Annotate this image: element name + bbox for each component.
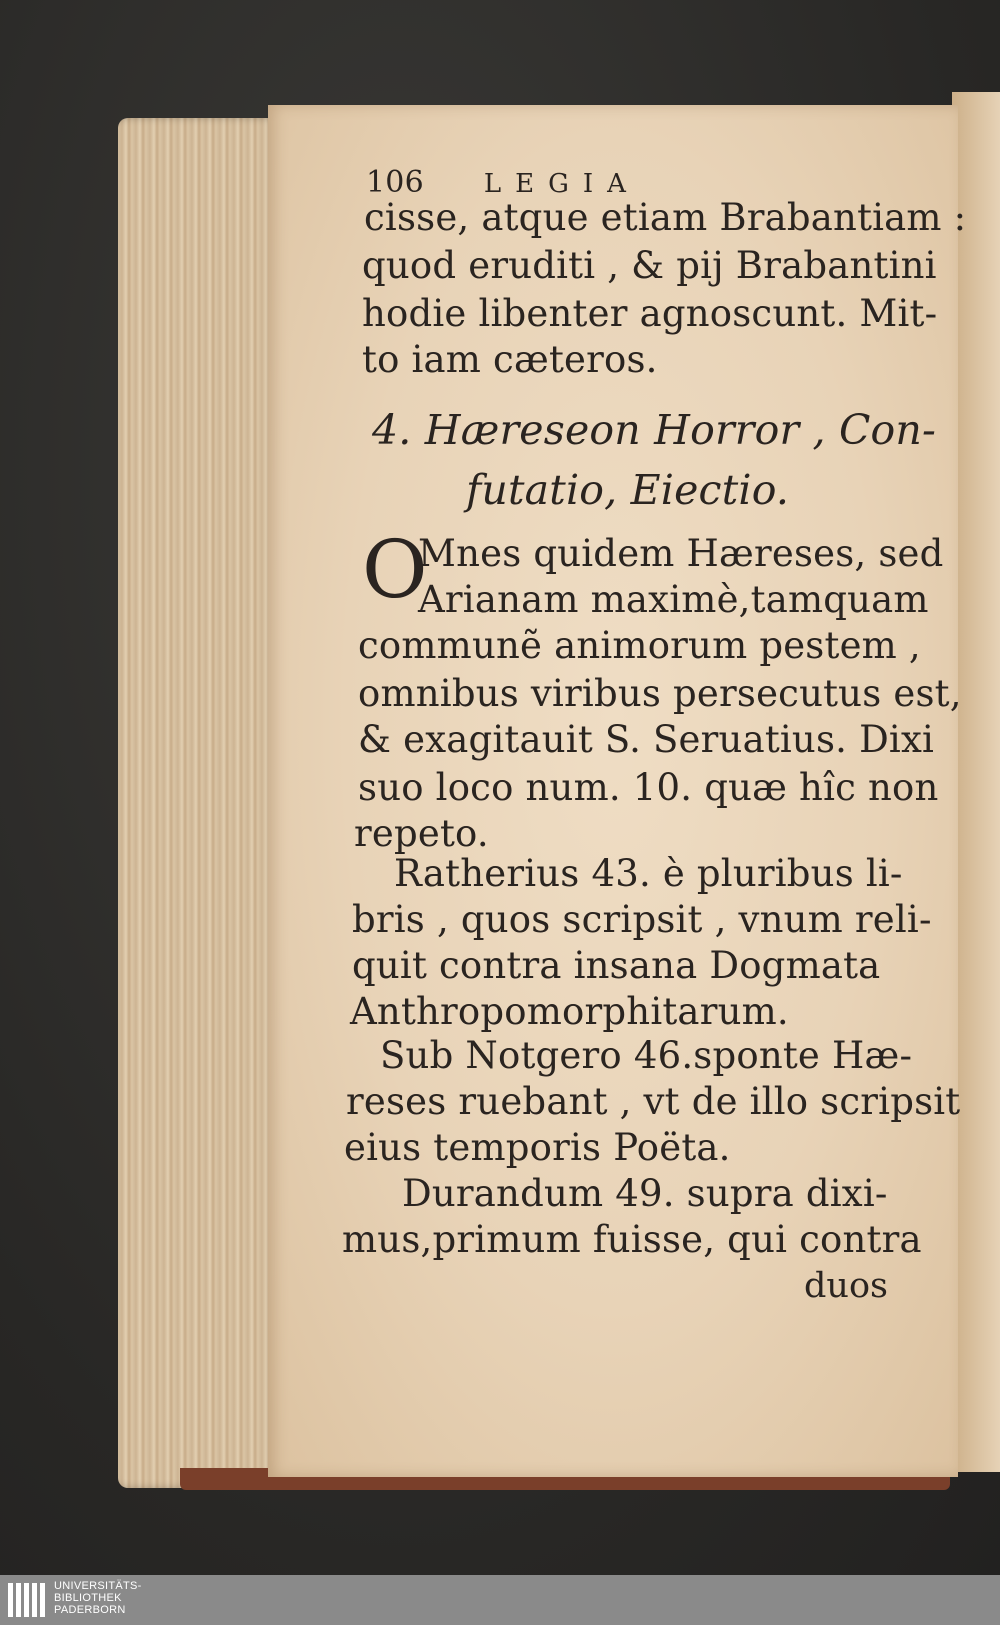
- text-line: reses ruebant , vt de illo scripsit: [346, 1080, 961, 1123]
- library-logo-icon: [8, 1583, 45, 1617]
- text-line: Sub Notgero 46.sponte Hæ-: [380, 1034, 913, 1077]
- text-line: eius temporis Poëta.: [344, 1126, 731, 1169]
- library-logo-text: UNIVERSITÄTS- BIBLIOTHEK PADERBORN: [54, 1580, 142, 1616]
- drop-cap: O: [362, 523, 428, 616]
- text-line: repeto.: [354, 812, 489, 855]
- book-page-edges: [118, 118, 276, 1488]
- page-number: 106: [366, 165, 424, 200]
- text-line: cisse, atque etiam Brabantiam :: [364, 196, 967, 239]
- text-line: quod eruditi , & pij Brabantini: [362, 244, 937, 287]
- text-line: Durandum 49. supra dixi-: [402, 1172, 888, 1215]
- text-line: Mnes quidem Hæreses, sed: [418, 532, 944, 575]
- catchword: duos: [804, 1266, 888, 1306]
- text-line: quit contra insana Dogmata: [352, 944, 881, 987]
- text-line: bris , quos scripsit , vnum reli-: [352, 898, 932, 941]
- footer-bar: [0, 1575, 1000, 1625]
- text-line: Ratherius 43. è pluribus li-: [394, 852, 903, 895]
- text-line: omnibus viribus persecutus est,: [358, 672, 962, 715]
- running-title: LEGIA: [483, 169, 640, 199]
- text-line: Anthropomorphitarum.: [350, 990, 789, 1033]
- text-line: & exagitauit S. Seruatius. Dixi: [358, 718, 935, 761]
- text-line: hodie libenter agnoscunt. Mit-: [362, 292, 938, 335]
- text-line: Arianam maximè,tamquam: [418, 578, 929, 621]
- text-line: suo loco num. 10. quæ hîc non: [358, 766, 939, 809]
- text-line: mus,primum fuisse, qui contra: [342, 1218, 922, 1261]
- section-heading: 4. Hæreseon Horror , Con-: [372, 406, 937, 454]
- text-line: to iam cæteros.: [362, 338, 658, 381]
- section-heading: futatio, Eiectio.: [466, 466, 790, 514]
- text-line: communẽ animorum pestem ,: [358, 624, 921, 667]
- facing-page-edge: [952, 92, 1000, 1472]
